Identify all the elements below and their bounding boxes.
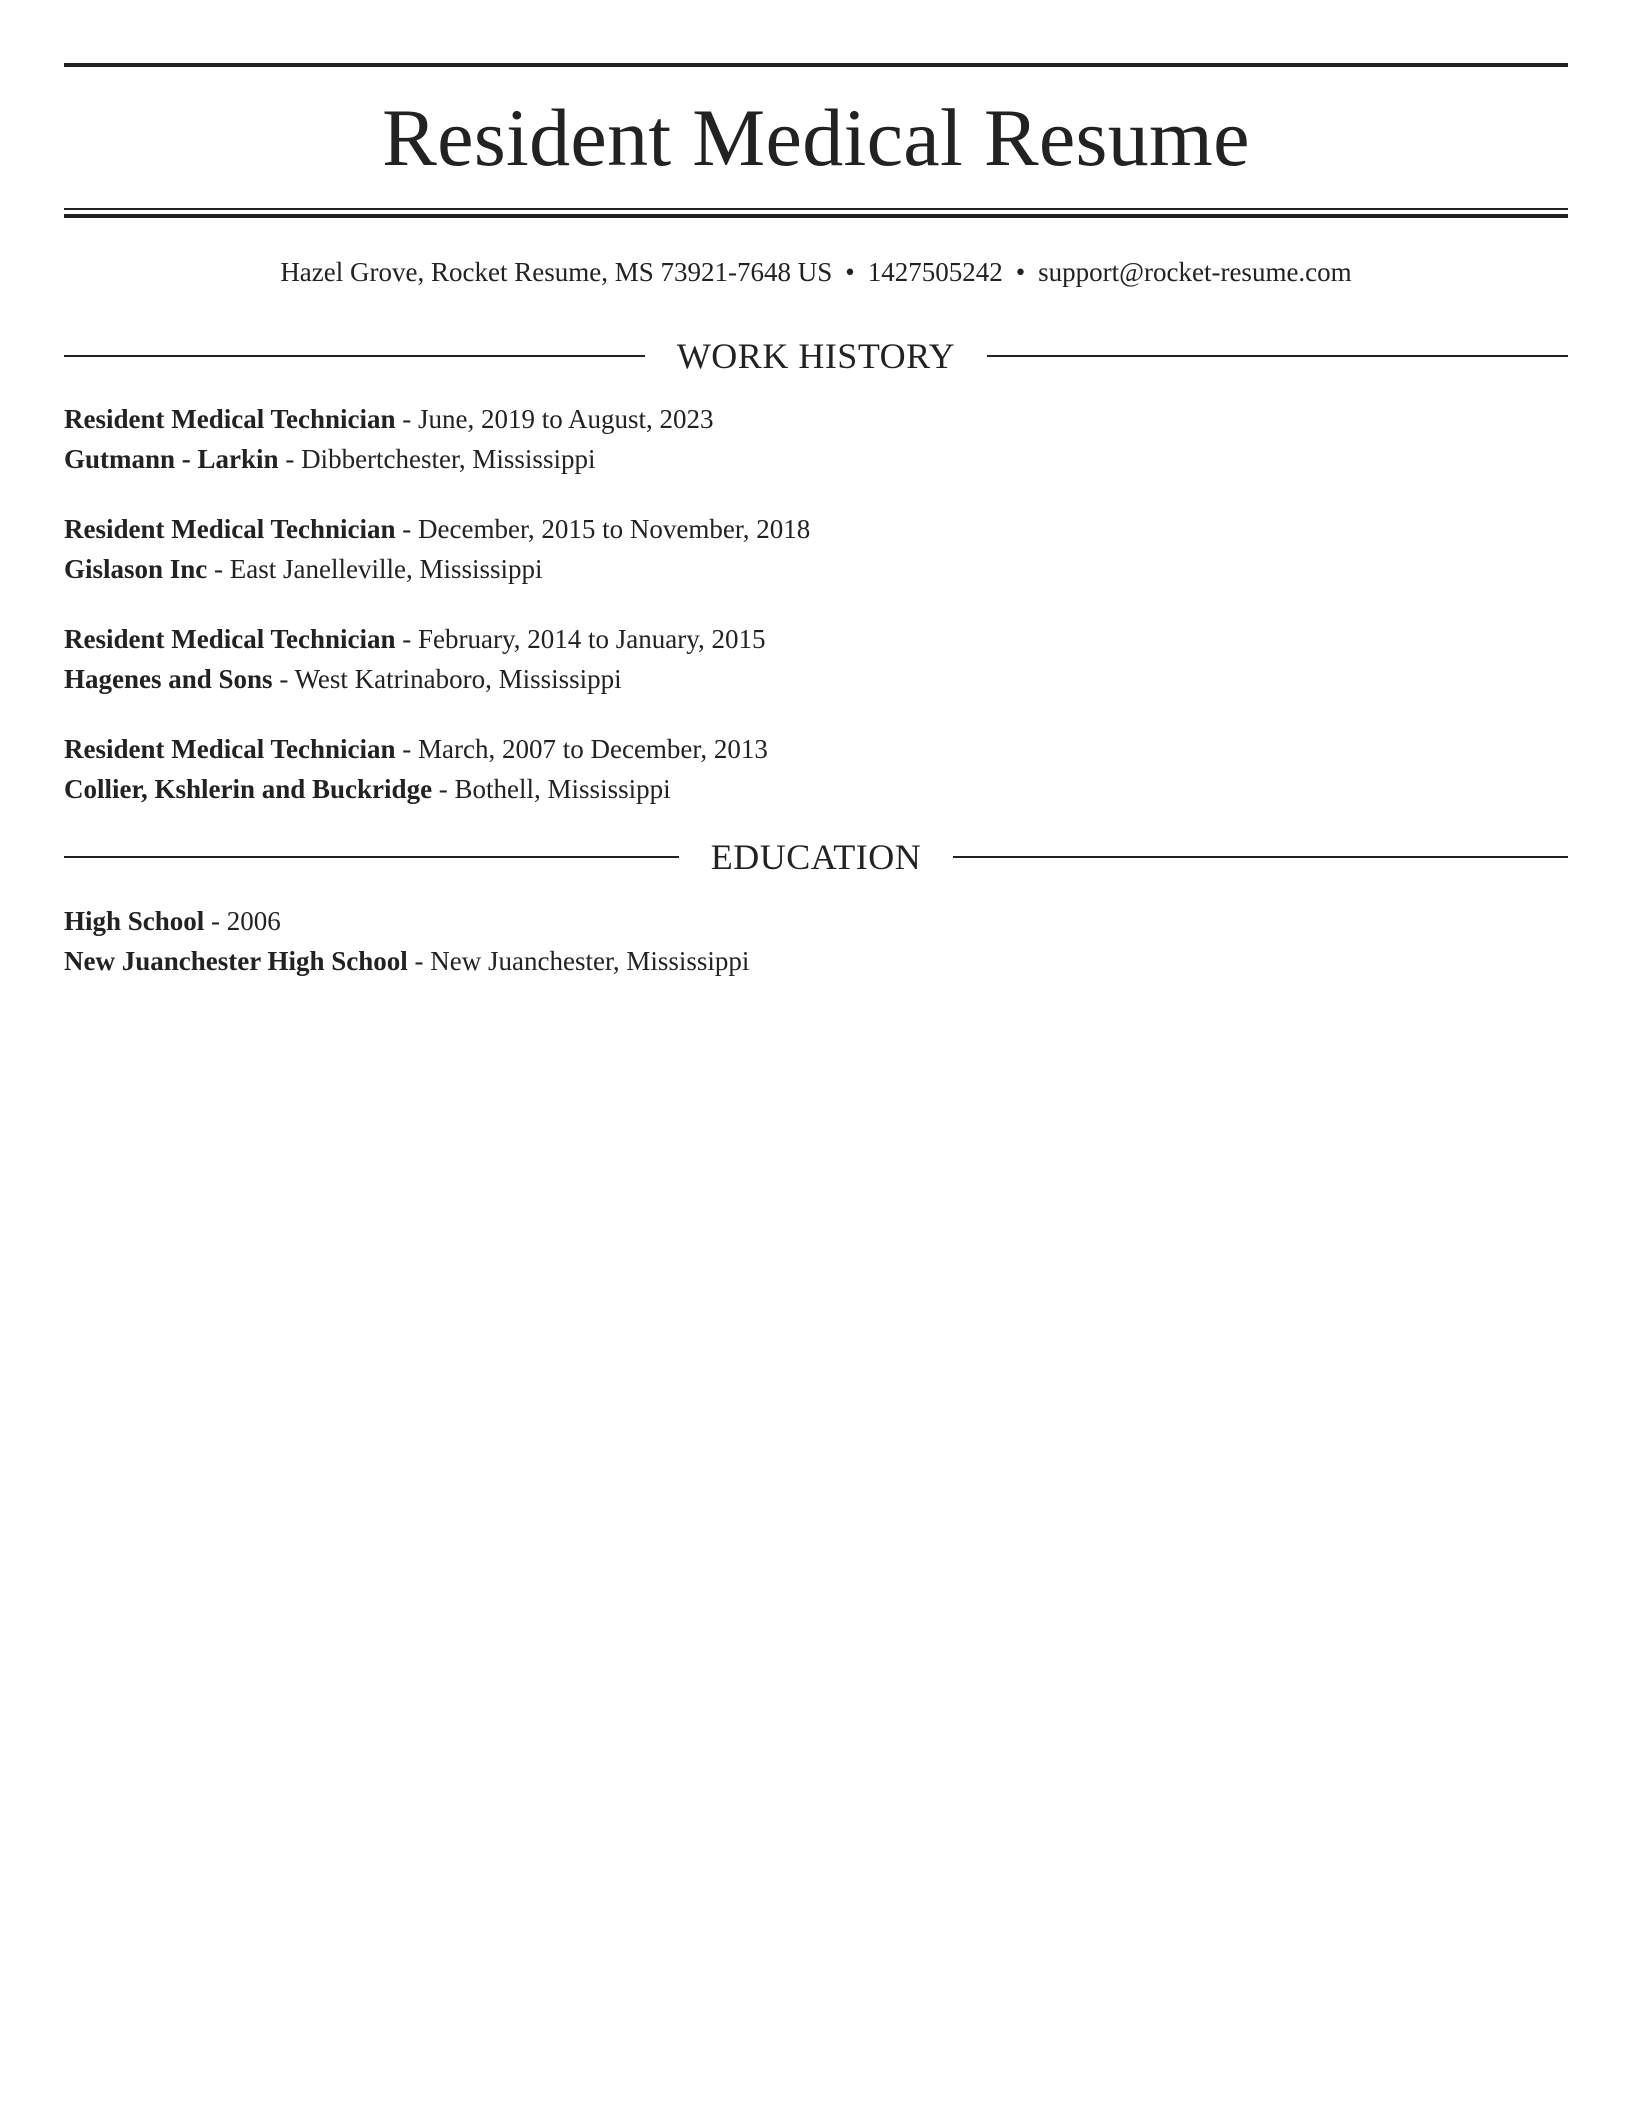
company-location: West Katrinaboro, Mississippi [294, 664, 622, 694]
school-location: New Juanchester, Mississippi [430, 946, 750, 976]
title-rule-thick [64, 214, 1568, 218]
job-title: Resident Medical Technician [64, 404, 396, 434]
job-title: Resident Medical Technician [64, 514, 396, 544]
job-title: Resident Medical Technician [64, 734, 396, 764]
degree: High School [64, 906, 205, 936]
work-entry: Resident Medical Technician - March, 2007 to December, 2013 Collier, Kshlerin and Buckridge - Bothell, Mississippi [64, 734, 768, 804]
company-name: Collier, Kshlerin and Buckridge [64, 774, 433, 804]
section-title: EDUCATION [710, 837, 922, 877]
company-name: Gislason Inc [64, 554, 208, 584]
school-name: New Juanchester High School [64, 946, 408, 976]
work-entry: Resident Medical Technician - December, 2015 to November, 2018 Gislason Inc - East Janelleville, Mississippi [64, 514, 811, 584]
company-location: East Janelleville, Mississippi [229, 554, 543, 584]
work-entry: Resident Medical Technician - February, 2014 to January, 2015 Hagenes and Sons - West Katrinaboro, Mississippi [64, 624, 766, 694]
company-name: Gutmann - Larkin [64, 444, 279, 474]
bullet-separator: • [1015, 257, 1026, 287]
company-location: Bothell, Mississippi [454, 774, 671, 804]
bullet-separator: • [845, 257, 855, 287]
section-title: WORK HISTORY [676, 336, 956, 376]
contact-address: Hazel Grove, Rocket Resume, MS 73921-7648 US [280, 257, 833, 287]
education-entry: High School - 2006 New Juanchester High School - New Juanchester, Mississippi [64, 906, 750, 976]
graduation-year: 2006 [226, 906, 281, 936]
contact-email: support@rocket-resume.com [1038, 257, 1352, 287]
company-name: Hagenes and Sons [64, 664, 273, 694]
company-location: Dibbertchester, Mississippi [301, 444, 596, 474]
heading-rule-right [953, 856, 1568, 858]
job-dates: December, 2015 to November, 2018 [418, 514, 811, 544]
contact-phone: 1427505242 [867, 257, 1003, 287]
contact-line [64, 252, 1568, 292]
heading-rule-right [987, 355, 1568, 357]
job-title: Resident Medical Technician [64, 624, 396, 654]
job-dates: March, 2007 to December, 2013 [418, 734, 768, 764]
title-rule-thin [64, 208, 1568, 210]
top-rule [64, 63, 1568, 67]
heading-rule-left [64, 355, 645, 357]
resume-title: Resident Medical Resume [382, 92, 1250, 183]
heading-rule-left [64, 856, 679, 858]
job-dates: June, 2019 to August, 2023 [418, 404, 714, 434]
job-dates: February, 2014 to January, 2015 [418, 624, 766, 654]
work-history-heading [64, 334, 1568, 378]
work-entry: Resident Medical Technician - June, 2019 to August, 2023 Gutmann - Larkin - Dibbertchester, Mississippi [64, 404, 714, 474]
education-heading [64, 835, 1568, 879]
